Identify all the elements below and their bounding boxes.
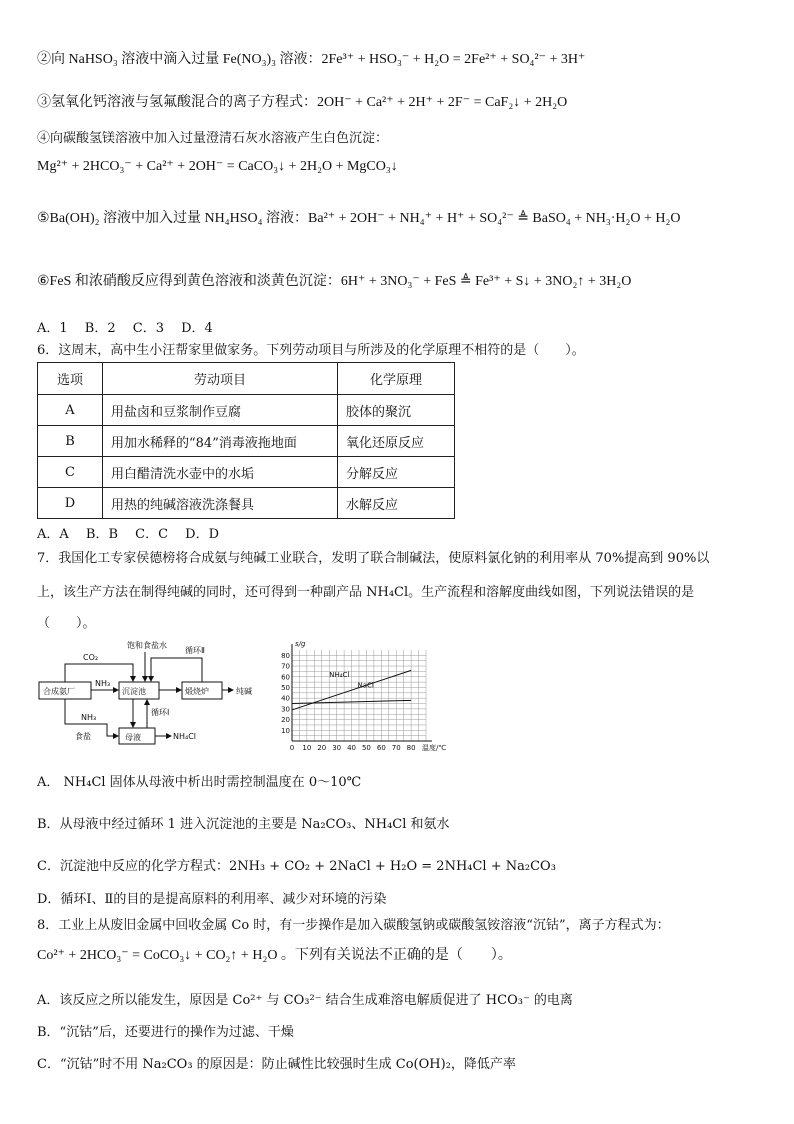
y-axis-label: s/g	[295, 640, 306, 648]
q8-option-c: C．“沉钴”时不用 Na₂CO₃ 的原因是：防止碱性比较强时生成 Co(OH)₂，降低产率	[37, 1057, 516, 1072]
series-label-2: NaCl	[357, 681, 374, 690]
solubility-chart	[276, 638, 446, 753]
q6-stem: 6．这周末，高中生小汪帮家里做家务。下列劳动项目与所涉及的化学原理不相符的是（ ）。	[37, 343, 585, 358]
x-axis-label: 温度/℃	[422, 744, 446, 752]
q7-stem-1: 7．我国化工专家侯德榜将合成氨与纯碱工业联合，发明了联合制碱法，使原料氯化钠的利用率从 70%提高到 90%以	[37, 551, 710, 566]
y-tick-label: 60	[281, 673, 290, 682]
x-tick-label: 70	[391, 744, 401, 752]
x-tick-label: 80	[406, 744, 416, 752]
cycle2-label: 循环Ⅱ	[185, 646, 205, 655]
table-header: 劳动项目	[103, 363, 338, 395]
x-tick-label: 10	[302, 744, 312, 752]
q5-options: A．1 B．2 C．3 D．4	[37, 321, 213, 336]
q8-stem-1: 8．工业上从废旧金属中回收金属 Co 时，有一步操作是加入碳酸氢钠或碳酸氢铵溶液“沉钴”，离子方程式为：	[37, 918, 670, 933]
x-tick-label: 50	[361, 744, 371, 752]
table-header: 选项	[38, 363, 103, 395]
q7-stem-3: （ ）。	[37, 616, 96, 631]
item-5: ⑤Ba(OH)₂ 溶液中加入过量 NH₄HSO₄ 溶液：Ba²⁺ + 2OH⁻ + NH₄⁺ + H⁺ + SO₄²⁻ ≜ BaSO₄ + NH₃·H₂O + H₂O	[37, 211, 681, 226]
table-cell: 水解反应	[338, 488, 455, 519]
item-6: ⑥FeS 和浓硝酸反应得到黄色溶液和淡黄色沉淀：6H⁺ + 3NO₃⁻ + FeS ≜ Fe³⁺ + S↓ + 3NO₂↑ + 3H₂O	[37, 274, 632, 289]
furnace-label: 煅烧炉	[185, 687, 209, 696]
mother-label: 母液	[125, 733, 141, 742]
q7-option-d: D．循环Ⅰ、Ⅱ的目的是提高原料的利用率、减少对环境的污染	[37, 892, 387, 907]
q7-stem-2: 上，该生产方法在制得纯碱的同时，还可得到一种副产品 NH₄Cl。生产流程和溶解度曲线如图，下列说法错误的是	[37, 585, 695, 600]
table-cell: 用白醋清洗水壶中的水垢	[103, 457, 338, 488]
brine-label: 饱和食盐水	[127, 641, 167, 650]
item-2: ②向 NaHSO₃ 溶液中滴入过量 Fe(NO₃)₃ 溶液：2Fe³⁺ + HSO₃⁻ + H₂O = 2Fe²⁺ + SO₄²⁻ + 3H⁺	[37, 52, 586, 67]
table-cell: 用盐卤和豆浆制作豆腐	[103, 395, 338, 426]
co2-label: CO₂	[83, 653, 99, 662]
tank-label: 沉淀池	[122, 687, 146, 696]
soda-label: 纯碱	[236, 687, 252, 696]
y-tick-label: 40	[281, 694, 290, 703]
salt-label: 食盐	[75, 732, 91, 741]
nh3-label: NH₃	[95, 679, 111, 688]
series-label-1: NH₄Cl	[329, 670, 350, 679]
x-tick-label: 20	[317, 744, 327, 752]
table-cell: 用热的纯碱溶液洗涤餐具	[103, 488, 338, 519]
item-3: ③氢氧化钙溶液与氢氟酸混合的离子方程式：2OH⁻ + Ca²⁺ + 2H⁺ + 2F⁻ = CaF₂↓ + 2H₂O	[37, 95, 568, 110]
cycle1-label: 循环Ⅰ	[151, 708, 170, 717]
q6-options: A．A B．B C．C D．D	[37, 527, 220, 542]
q8-option-b: B．“沉钴”后，还要进行的操作为过滤、干燥	[37, 1025, 294, 1040]
y-tick-label: 50	[281, 683, 290, 692]
table-header: 化学原理	[338, 363, 455, 395]
item-4-text: ④向碳酸氢镁溶液中加入过量澄清石灰水溶液产生白色沉淀：	[37, 131, 389, 146]
table-cell: 氧化还原反应	[338, 426, 455, 457]
y-tick-label: 10	[281, 726, 290, 735]
nh4cl-label: NH₄Cl	[173, 732, 197, 741]
synth-label: 合成氨厂	[43, 687, 75, 696]
table-cell: 用加水稀释的“84”消毒液拖地面	[103, 426, 338, 457]
q6-table	[37, 362, 455, 519]
table-cell: 分解反应	[338, 457, 455, 488]
x-tick-label: 30	[332, 744, 342, 752]
item-4-equation: Mg²⁺ + 2HCO₃⁻ + Ca²⁺ + 2OH⁻ = CaCO₃↓ + 2H₂O + MgCO₃↓	[37, 159, 398, 174]
nh3-label-2: NH₃	[81, 713, 97, 722]
table-row	[38, 395, 455, 426]
q7-option-b: B．从母液中经过循环 1 进入沉淀池的主要是 Na₂CO₃、NH₄Cl 和氨水	[37, 817, 450, 832]
y-tick-label: 70	[281, 662, 290, 671]
table-cell: C	[38, 457, 103, 488]
table-row	[38, 426, 455, 457]
table-cell: 胶体的聚沉	[338, 395, 455, 426]
table-header-row	[38, 363, 455, 395]
table-cell: B	[38, 426, 103, 457]
table-cell: D	[38, 488, 103, 519]
q7-option-c: C．沉淀池中反应的化学方程式：2NH₃ + CO₂ + 2NaCl + H₂O = 2NH₄Cl + Na₂CO₃	[37, 859, 556, 874]
q8-stem-2: Co²⁺ + 2HCO₃⁻ = CoCO₃↓ + CO₂↑ + H₂O 。下列有关说法不正确的是（ ）。	[37, 948, 512, 963]
x-tick-label: 60	[376, 744, 386, 752]
x-tick-label: 40	[347, 744, 357, 752]
x-tick-label: 0	[289, 744, 295, 752]
q7-option-a: A． NH₄Cl 固体从母液中析出时需控制温度在 0～10℃	[37, 775, 362, 790]
y-tick-label: 20	[281, 716, 290, 725]
y-tick-label: 30	[281, 705, 290, 714]
q8-option-a: A．该反应之所以能发生，原因是 Co²⁺ 与 CO₃²⁻ 结合生成难溶电解质促进了 HCO₃⁻ 的电离	[37, 993, 573, 1008]
y-tick-label: 80	[281, 651, 290, 660]
table-row	[38, 457, 455, 488]
table-row	[38, 488, 455, 519]
flow-diagram	[37, 638, 272, 750]
table-cell: A	[38, 395, 103, 426]
